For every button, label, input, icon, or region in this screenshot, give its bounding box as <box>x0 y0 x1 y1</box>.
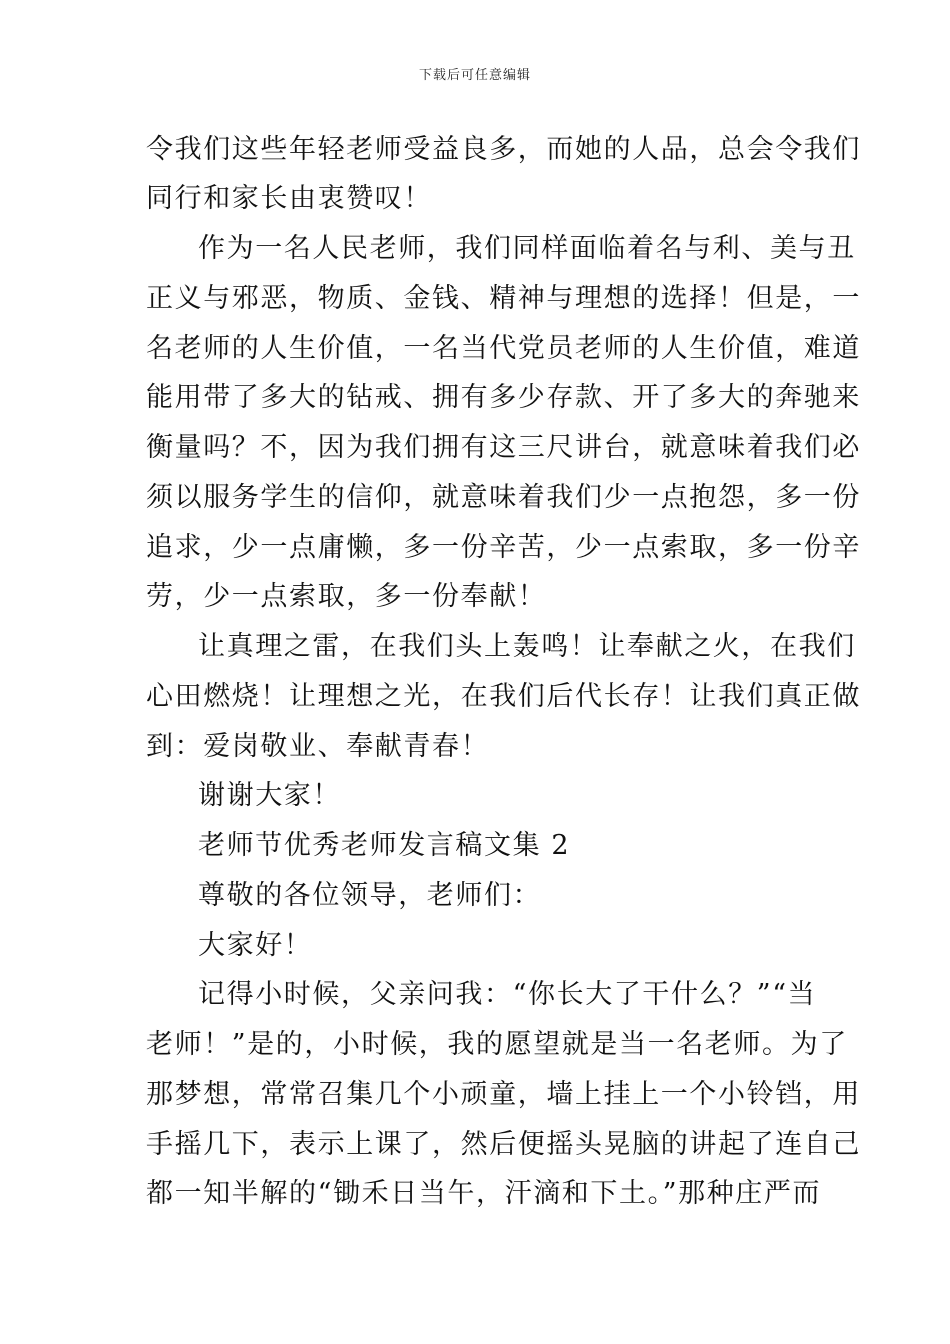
text-line: 令我们这些年轻老师受益良多，而她的人品，总会令我们 <box>146 134 861 165</box>
text-line: 到：爱岗敬业、奉献青春！ <box>146 731 490 762</box>
text-line: 都一知半解的“锄禾日当午，汗滴和下土。”那种庄严而 <box>146 1178 822 1209</box>
paragraph-first-line: 让真理之雷，在我们头上轰鸣！让奉献之火，在我们 <box>198 631 856 662</box>
salutation: 尊敬的各位领导，老师们： <box>198 880 542 911</box>
text-line: 能用带了多大的钻戒、拥有多少存款、开了多大的奔驰来 <box>146 382 861 413</box>
text-line: 手摇几下，表示上课了，然后便摇头晃脑的讲起了连自己 <box>146 1129 861 1160</box>
closing-line: 谢谢大家！ <box>198 780 341 811</box>
text-line: 同行和家长由衷赞叹！ <box>146 183 432 214</box>
text-line: 衡量吗？不，因为我们拥有这三尺讲台，就意味着我们必 <box>146 432 861 463</box>
text-line: 追求，少一点庸懒，多一份辛苦，少一点索取，多一份辛 <box>146 532 861 563</box>
greeting: 大家好！ <box>198 930 313 961</box>
text-line: 心田燃烧！让理想之光，在我们后代长存！让我们真正做 <box>146 681 861 712</box>
text-line: 名老师的人生价值，一名当代党员老师的人生价值，难道 <box>146 333 861 364</box>
page-header: 下载后可任意编辑 <box>418 68 531 83</box>
text-line: 老师！”是的，小时候，我的愿望就是当一名老师。为了 <box>146 1029 848 1060</box>
paragraph-first-line: 记得小时候，父亲问我：“你长大了干什么？”“当 <box>198 979 817 1010</box>
section-title: 老师节优秀老师发言稿文集 2 <box>198 830 571 861</box>
text-line: 须以服务学生的信仰，就意味着我们少一点抱怨，多一份 <box>146 482 861 513</box>
text-line: 劳，少一点索取，多一份奉献！ <box>146 581 547 612</box>
text-line: 正义与邪恶，物质、金钱、精神与理想的选择！但是，一 <box>146 283 861 314</box>
paragraph-first-line: 作为一名人民老师，我们同样面临着名与利、美与丑 <box>198 233 856 264</box>
text-line: 那梦想，常常召集几个小顽童，墙上挂上一个小铃铛，用 <box>146 1079 861 1110</box>
